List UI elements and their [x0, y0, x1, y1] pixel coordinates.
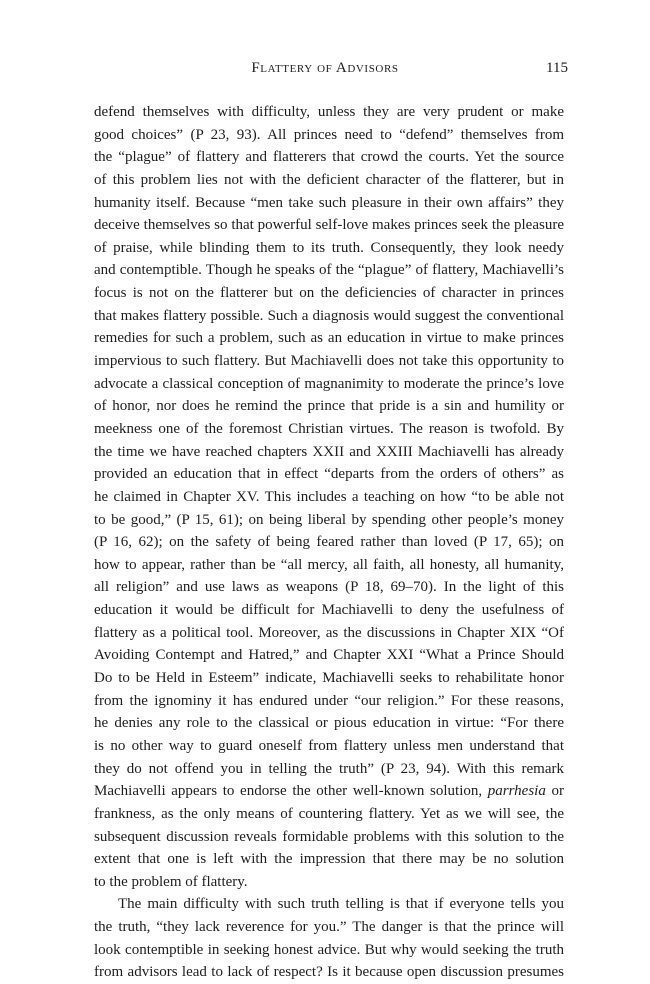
- text-line: is no other way to guard oneself from flattery unless men understand that: [94, 737, 564, 754]
- text-segment: Machiavelli appears to endorse the other well-known solution,: [94, 783, 488, 800]
- text-line: extent that one is left with the impression that there may be no solution: [94, 851, 564, 868]
- text-line: the time we have reached chapters XXII and XXIII Machiavelli has already: [94, 443, 564, 460]
- text-line: of this problem lies not with the deficient character of the flatterer, but in: [94, 171, 564, 188]
- text-line: humanity itself. Because “men take such pleasure in their own affairs” they: [94, 194, 564, 211]
- text-line: from advisors lead to lack of respect? Is it because open discussion presumes: [94, 964, 564, 981]
- text-line: (P 16, 62); on the safety of being feared rather than loved (P 17, 65); on: [94, 534, 564, 551]
- text-line: impervious to such flattery. But Machiavelli does not take this opportunity to: [94, 353, 564, 370]
- text-line: look contemptible in seeking honest advice. But why would seeking the truth: [94, 941, 564, 958]
- text-line: frankness, as the only means of countering flattery. Yet as we will see, the: [94, 805, 564, 822]
- text-line: Do to be Held in Esteem” indicate, Machiavelli seeks to rehabilitate honor: [94, 670, 564, 687]
- text-line: Avoiding Contempt and Hatred,” and Chapter XXI “What a Prince Should: [94, 647, 564, 664]
- paragraph-start-line: The main difficulty with such truth telling is that if everyone tells you: [118, 896, 564, 913]
- text-line: deceive themselves so that powerful self-love makes princes seek the pleasure: [94, 217, 564, 234]
- running-head: [0, 60, 650, 82]
- text-line: they do not offend you in telling the truth” (P 23, 94). With this remark: [94, 760, 564, 777]
- text-segment: or: [545, 783, 564, 800]
- text-line: flattery as a political tool. Moreover, as the discussions in Chapter XIX “Of: [94, 624, 564, 641]
- text-line: that makes flattery possible. Such a diagnosis would suggest the conventional: [94, 307, 564, 324]
- text-line: he denies any role to the classical or pious education in virtue: “For there: [94, 715, 564, 732]
- text-line: education it would be difficult for Machiavelli to deny the usefulness of: [94, 602, 564, 619]
- text-line: meekness one of the foremost Christian virtues. The reason is twofold. By: [94, 420, 564, 437]
- body-text: [94, 101, 564, 984]
- text-line: good choices” (P 23, 93). All princes need to “defend” themselves from: [94, 126, 564, 143]
- text-line: the truth, “they lack reverence for you.” The danger is that the prince will: [94, 919, 564, 936]
- text-line: of honor, nor does he remind the prince that pride is a sin and humility or: [94, 398, 564, 415]
- text-line: from the ignominy it has endured under “our religion.” For these reasons,: [94, 692, 564, 709]
- text-line: subsequent discussion reveals formidable problems with this solution to the: [94, 828, 564, 845]
- text-line: [94, 780, 564, 803]
- text-line: defend themselves with difficulty, unless they are very prudent or make: [94, 104, 564, 120]
- text-line: to be good,” (P 15, 61); on being liberal by spending other people’s money: [94, 511, 564, 528]
- text-line: provided an education that in effect “departs from the orders of others” as: [94, 466, 564, 483]
- text-line: focus is not on the flatterer but on the deficiencies of character in princes: [94, 285, 564, 302]
- text-line: he claimed in Chapter XV. This includes a teaching on how “to be able not: [94, 488, 564, 505]
- running-title: Flattery of Advisors: [251, 60, 399, 76]
- paragraph-end-line: to the problem of flattery.: [94, 873, 248, 890]
- text-line: remedies for such a problem, such as an education in virtue to make princes: [94, 330, 564, 347]
- text-line: all religion” and use laws as weapons (P 18, 69–70). In the light of this: [94, 579, 564, 596]
- text-line: advocate a classical conception of magnanimity to moderate the prince’s love: [94, 375, 564, 392]
- italic-term: parrhesia: [487, 783, 546, 800]
- text-line: how to appear, rather than be “all mercy, all faith, all honesty, all humanity,: [94, 556, 564, 573]
- text-line: of praise, while blinding them to its truth. Consequently, they look needy: [94, 239, 564, 256]
- text-line: the “plague” of flattery and flatterers that crowd the courts. Yet the source: [94, 149, 564, 166]
- text-line: and contemptible. Though he speaks of the “plague” of flattery, Machiavelli’s: [94, 262, 564, 279]
- page-number: 115: [546, 60, 568, 76]
